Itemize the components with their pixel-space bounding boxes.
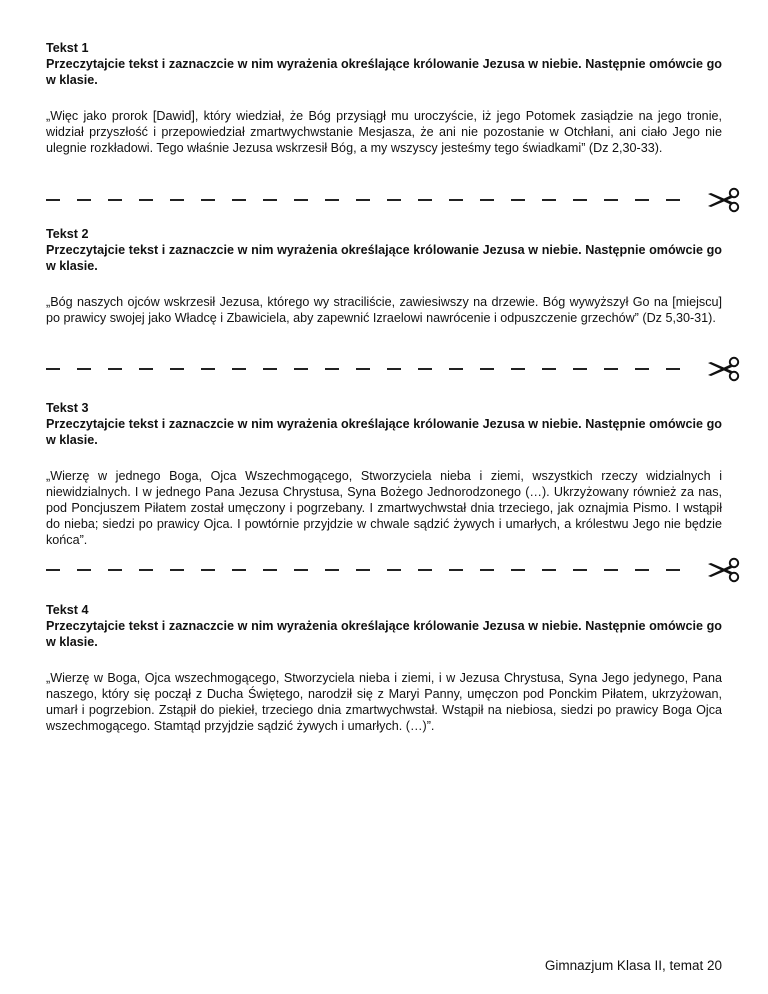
page-footer: Gimnazjum Klasa II, temat 20 <box>544 958 722 973</box>
section-quote: „Wierzę w jednego Boga, Ojca Wszechmogącego, Stworzyciela nieba i ziemi, wszystkich rzeczy widzialnych i niewidzialnych. I w jednego Pana Jezusa Chrystusa, Syna Bożego Jednorodzonego (…). Ukrzyżowany również za nas, pod Poncjuszem Piłatem został umęczony i pogrzebany. I zmartwychwstał dnia trzeciego, jak oznajmia Pismo. I wstąpił do nieba; siedzi po prawicy Ojca. I powtórnie przyjdzie w chwale sądzić żywych i umarłych, a królestwu Jego nie będzie końca”. <box>46 469 722 547</box>
cut-line-3 <box>46 557 740 583</box>
text-section-2 <box>46 226 722 326</box>
text-section-3 <box>46 400 722 548</box>
section-title: Tekst 3 <box>46 401 89 415</box>
section-title: Tekst 2 <box>46 227 89 241</box>
section-title: Tekst 1 <box>46 41 89 55</box>
section-quote: „Bóg naszych ojców wskrzesił Jezusa, którego wy straciliście, zawiesiwszy na drzewie. Bóg wywyższył Go na [miejscu] po prawicy swojej jako Władcę i Zbawiciela, aby zapewnić Izraelowi nawrócenie i odpuszczenie grzechów” (Dz 5,30-31). <box>46 295 722 325</box>
cut-line-1 <box>46 187 740 213</box>
section-quote: „Więc jako prorok [Dawid], który wiedział, że Bóg przysiągł mu uroczyście, iż jego Potomek zasiądzie na jego tronie, widział przyszłość i przepowiedział zmartwychwstanie Mesjasza, że ani nie pozostanie w Otchłani, ani ciało Jego nie ulegnie rozkładowi. Tego właśnie Jezusa wskrzesił Bóg, a my wszyscy jesteśmy tego świadkami” (Dz 2,30-33). <box>46 109 722 155</box>
scissors-icon <box>706 187 740 213</box>
section-quote: „Wierzę w Boga, Ojca wszechmogącego, Stworzyciela nieba i ziemi, i w Jezusa Chrystusa, Syna Jego jedynego, Pana naszego, który się począł z Ducha Świętego, narodził się z Maryi Panny, umęczon pod Ponckim Piłatem, ukrzyżowan, umarł i pogrzebion. Zstąpił do piekieł, trzeciego dnia zmartwychwstał. Wstąpił na niebiosa, siedzi po prawicy Boga Ojca wszechmogącego. Stamtąd przyjdzie sądzić żywych i umarłych. (…)”. <box>46 671 722 733</box>
dashed-line <box>46 199 696 201</box>
section-instruction: Przeczytajcie tekst i zaznaczcie w nim wyrażenia określające królowanie Jezusa w niebie. Następnie omówcie go w klasie. <box>46 243 722 273</box>
scissors-icon <box>706 557 740 583</box>
cut-line-2 <box>46 356 740 382</box>
section-instruction: Przeczytajcie tekst i zaznaczcie w nim wyrażenia określające królowanie Jezusa w niebie. Następnie omówcie go w klasie. <box>46 619 722 649</box>
section-instruction: Przeczytajcie tekst i zaznaczcie w nim wyrażenia określające królowanie Jezusa w niebie. Następnie omówcie go w klasie. <box>46 417 722 447</box>
scissors-icon <box>706 356 740 382</box>
text-section-4 <box>46 602 722 734</box>
dashed-line <box>46 368 696 370</box>
section-instruction: Przeczytajcie tekst i zaznaczcie w nim wyrażenia określające królowanie Jezusa w niebie. Następnie omówcie go w klasie. <box>46 57 722 87</box>
section-title: Tekst 4 <box>46 603 89 617</box>
dashed-line <box>46 569 696 571</box>
text-section-1 <box>46 40 722 156</box>
